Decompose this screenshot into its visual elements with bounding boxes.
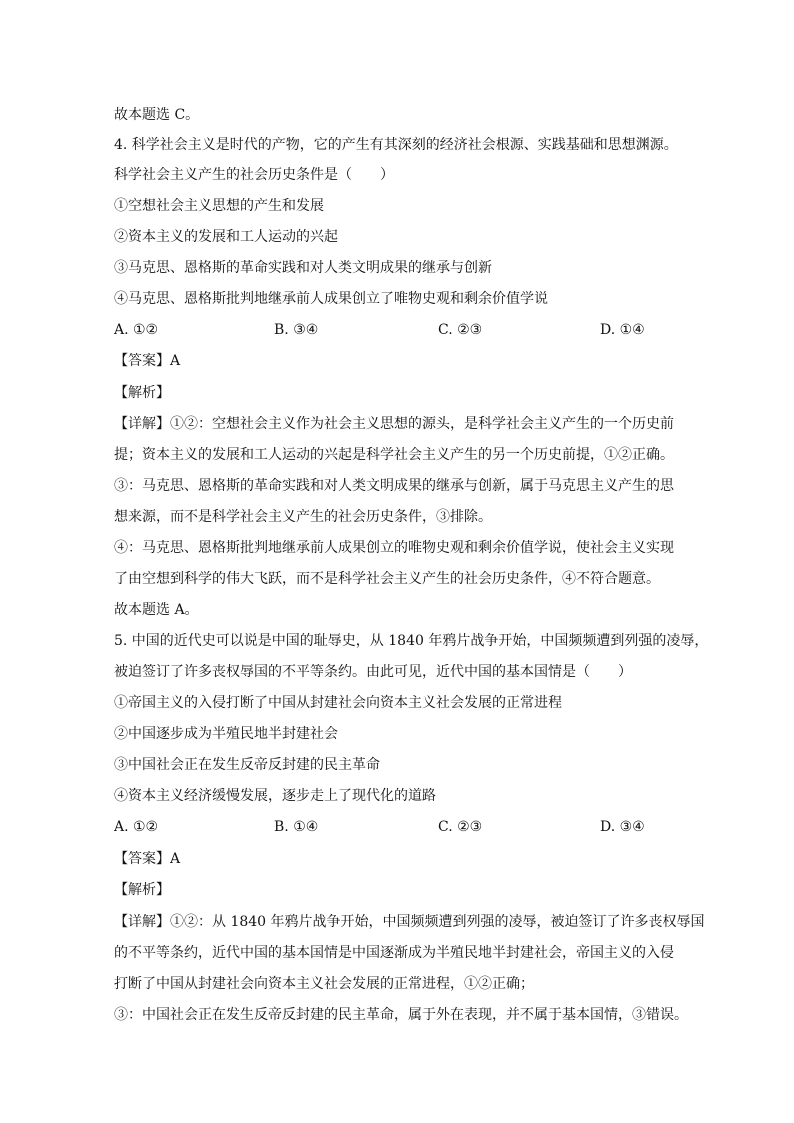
q4-stem-line-1: 4. 科学社会主义是时代的产物，它的产生有其深刻的经济社会根源、实践基础和思想渊源。: [114, 137, 678, 153]
q5-detail-line-3: 打断了中国从封建社会向资本主义社会发展的正常进程，①②正确；: [114, 976, 534, 992]
q4-option-c: C. ②③: [438, 322, 483, 338]
q5-option-d: D. ③④: [600, 819, 645, 835]
q3-conclusion: 故本题选 C。: [114, 107, 200, 123]
q4-detail-line-3: ③：马克思、恩格斯的革命实践和对人类文明成果的继承与创新，属于马克思主义产生的思: [114, 478, 674, 494]
q5-detail-line-1: 【详解】①②：从 1840 年鸦片战争开始，中国频频遭到列强的凌辱，被迫签订了许多丧权辱国: [114, 914, 705, 930]
q4-option-b: B. ③④: [274, 322, 319, 338]
q5-item-2: ②中国逐步成为半殖民地半封建社会: [114, 726, 338, 742]
q5-detail-line-2: 的不平等条约，近代中国的基本国情是中国逐渐成为半殖民地半封建社会，帝国主义的入侵: [114, 945, 674, 961]
q5-stem-line-1: 5. 中国的近代史可以说是中国的耻辱史，从 1840 年鸦片战争开始，中国频频遭到列强的凌辱，: [114, 633, 709, 649]
q5-option-a: A. ①②: [114, 819, 159, 835]
q4-detail-line-6: 了由空想到科学的伟大飞跃，而不是科学社会主义产生的社会历史条件，④不符合题意。: [114, 571, 660, 587]
q4-conclusion: 故本题选 A。: [114, 602, 199, 618]
q4-detail-line-5: ④：马克思、恩格斯批判地继承前人成果创立的唯物史观和剩余价值学说，使社会主义实现: [114, 540, 674, 556]
q5-item-4: ④资本主义经济缓慢发展，逐步走上了现代化的道路: [114, 788, 436, 804]
q4-item-2: ②资本主义的发展和工人运动的兴起: [114, 229, 338, 245]
q4-item-3: ③马克思、恩格斯的革命实践和对人类文明成果的继承与创新: [114, 260, 492, 276]
q4-detail-line-4: 想来源，而不是科学社会主义产生的社会历史条件，③排除。: [114, 509, 492, 525]
q5-stem-line-2: 被迫签订了许多丧权辱国的不平等条约。由此可见，近代中国的基本国情是（ ）: [114, 664, 632, 680]
q4-options: [114, 321, 714, 339]
q5-option-c: C. ②③: [438, 819, 483, 835]
q5-answer: 【答案】A: [114, 851, 181, 867]
q4-option-d: D. ①④: [600, 322, 645, 338]
q4-option-a: A. ①②: [114, 322, 159, 338]
q5-analysis-heading: 【解析】: [114, 882, 170, 898]
q4-detail-line-1: 【详解】①②：空想社会主义作为社会主义思想的源头，是科学社会主义产生的一个历史前: [114, 416, 674, 432]
q4-item-1: ①空想社会主义思想的产生和发展: [114, 198, 324, 214]
q5-options: [114, 818, 714, 836]
q4-analysis-heading: 【解析】: [114, 385, 170, 401]
q4-answer: 【答案】A: [114, 353, 181, 369]
q4-item-4: ④马克思、恩格斯批判地继承前人成果创立了唯物史观和剩余价值学说: [114, 291, 548, 307]
q5-option-b: B. ①④: [274, 819, 319, 835]
q4-stem-line-2: 科学社会主义产生的社会历史条件是（ ）: [114, 167, 394, 183]
q4-detail-line-2: 提；资本主义的发展和工人运动的兴起是科学社会主义产生的另一个历史前提，①②正确。: [114, 447, 674, 463]
q5-item-3: ③中国社会正在发生反帝反封建的民主革命: [114, 757, 380, 773]
q5-detail-line-4: ③：中国社会正在发生反帝反封建的民主革命，属于外在表现，并不属于基本国情，③错误。: [114, 1007, 688, 1023]
q5-item-1: ①帝国主义的入侵打断了中国从封建社会向资本主义社会发展的正常进程: [114, 695, 562, 711]
